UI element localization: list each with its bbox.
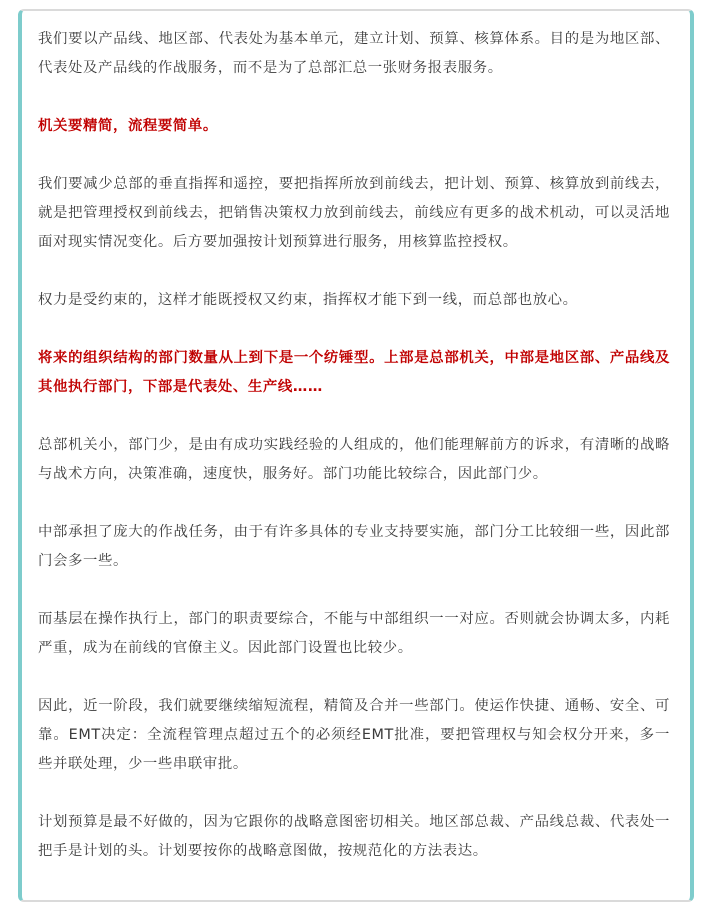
article-body — [38, 25, 670, 866]
paragraph-9: 因此，近一阶段，我们就要继续缩短流程，精简及合并一些部门。使运作快捷、通畅、安全、可靠。EMT决定：全流程管理点超过五个的必须经EMT批准，要把管理权与知会权分开来，多一些并联处理，少一些串联审批。 — [38, 698, 670, 772]
paragraph-3: 我们要减少总部的垂直指挥和遥控，要把指挥所放到前线去，把计划、预算、核算放到前线去，就是把管理授权到前线去，把销售决策权力放到前线去，前线应有更多的战术机动，可以灵活地面对现实情况变化。后方要加强按计划预算进行服务，用核算监控授权。 — [38, 176, 670, 250]
paragraph-1: 我们要以产品线、地区部、代表处为基本单元，建立计划、预算、核算体系。目的是为地区部、代表处及产品线的作战服务，而不是为了总部汇总一张财务报表服务。 — [38, 31, 670, 76]
paragraph-2-emphasis: 机关要精简，流程要简单。 — [38, 118, 218, 134]
paragraph-7: 中部承担了庞大的作战任务，由于有许多具体的专业支持要实施，部门分工比较细一些，因此部门会多一些。 — [38, 524, 670, 569]
paragraph-10: 计划预算是最不好做的，因为它跟你的战略意图密切相关。地区部总裁、产品线总裁、代表处一把手是计划的头。计划要按你的战略意图做，按规范化的方法表达。 — [38, 814, 670, 859]
paragraph-4: 权力是受约束的，这样才能既授权又约束，指挥权才能下到一线，而总部也放心。 — [38, 292, 578, 308]
article-frame — [18, 9, 694, 902]
paragraph-8: 而基层在操作执行上，部门的职责要综合，不能与中部组织一一对应。否则就会协调太多，内耗严重，成为在前线的官僚主义。因此部门设置也比较少。 — [38, 611, 670, 656]
paragraph-6: 总部机关小，部门少，是由有成功实践经验的人组成的，他们能理解前方的诉求，有清晰的战略与战术方向，决策准确，速度快，服务好。部门功能比较综合，因此部门少。 — [38, 437, 670, 482]
paragraph-5-emphasis: 将来的组织结构的部门数量从上到下是一个纺锤型。上部是总部机关，中部是地区部、产品线及其他执行部门，下部是代表处、生产线…… — [38, 350, 670, 395]
